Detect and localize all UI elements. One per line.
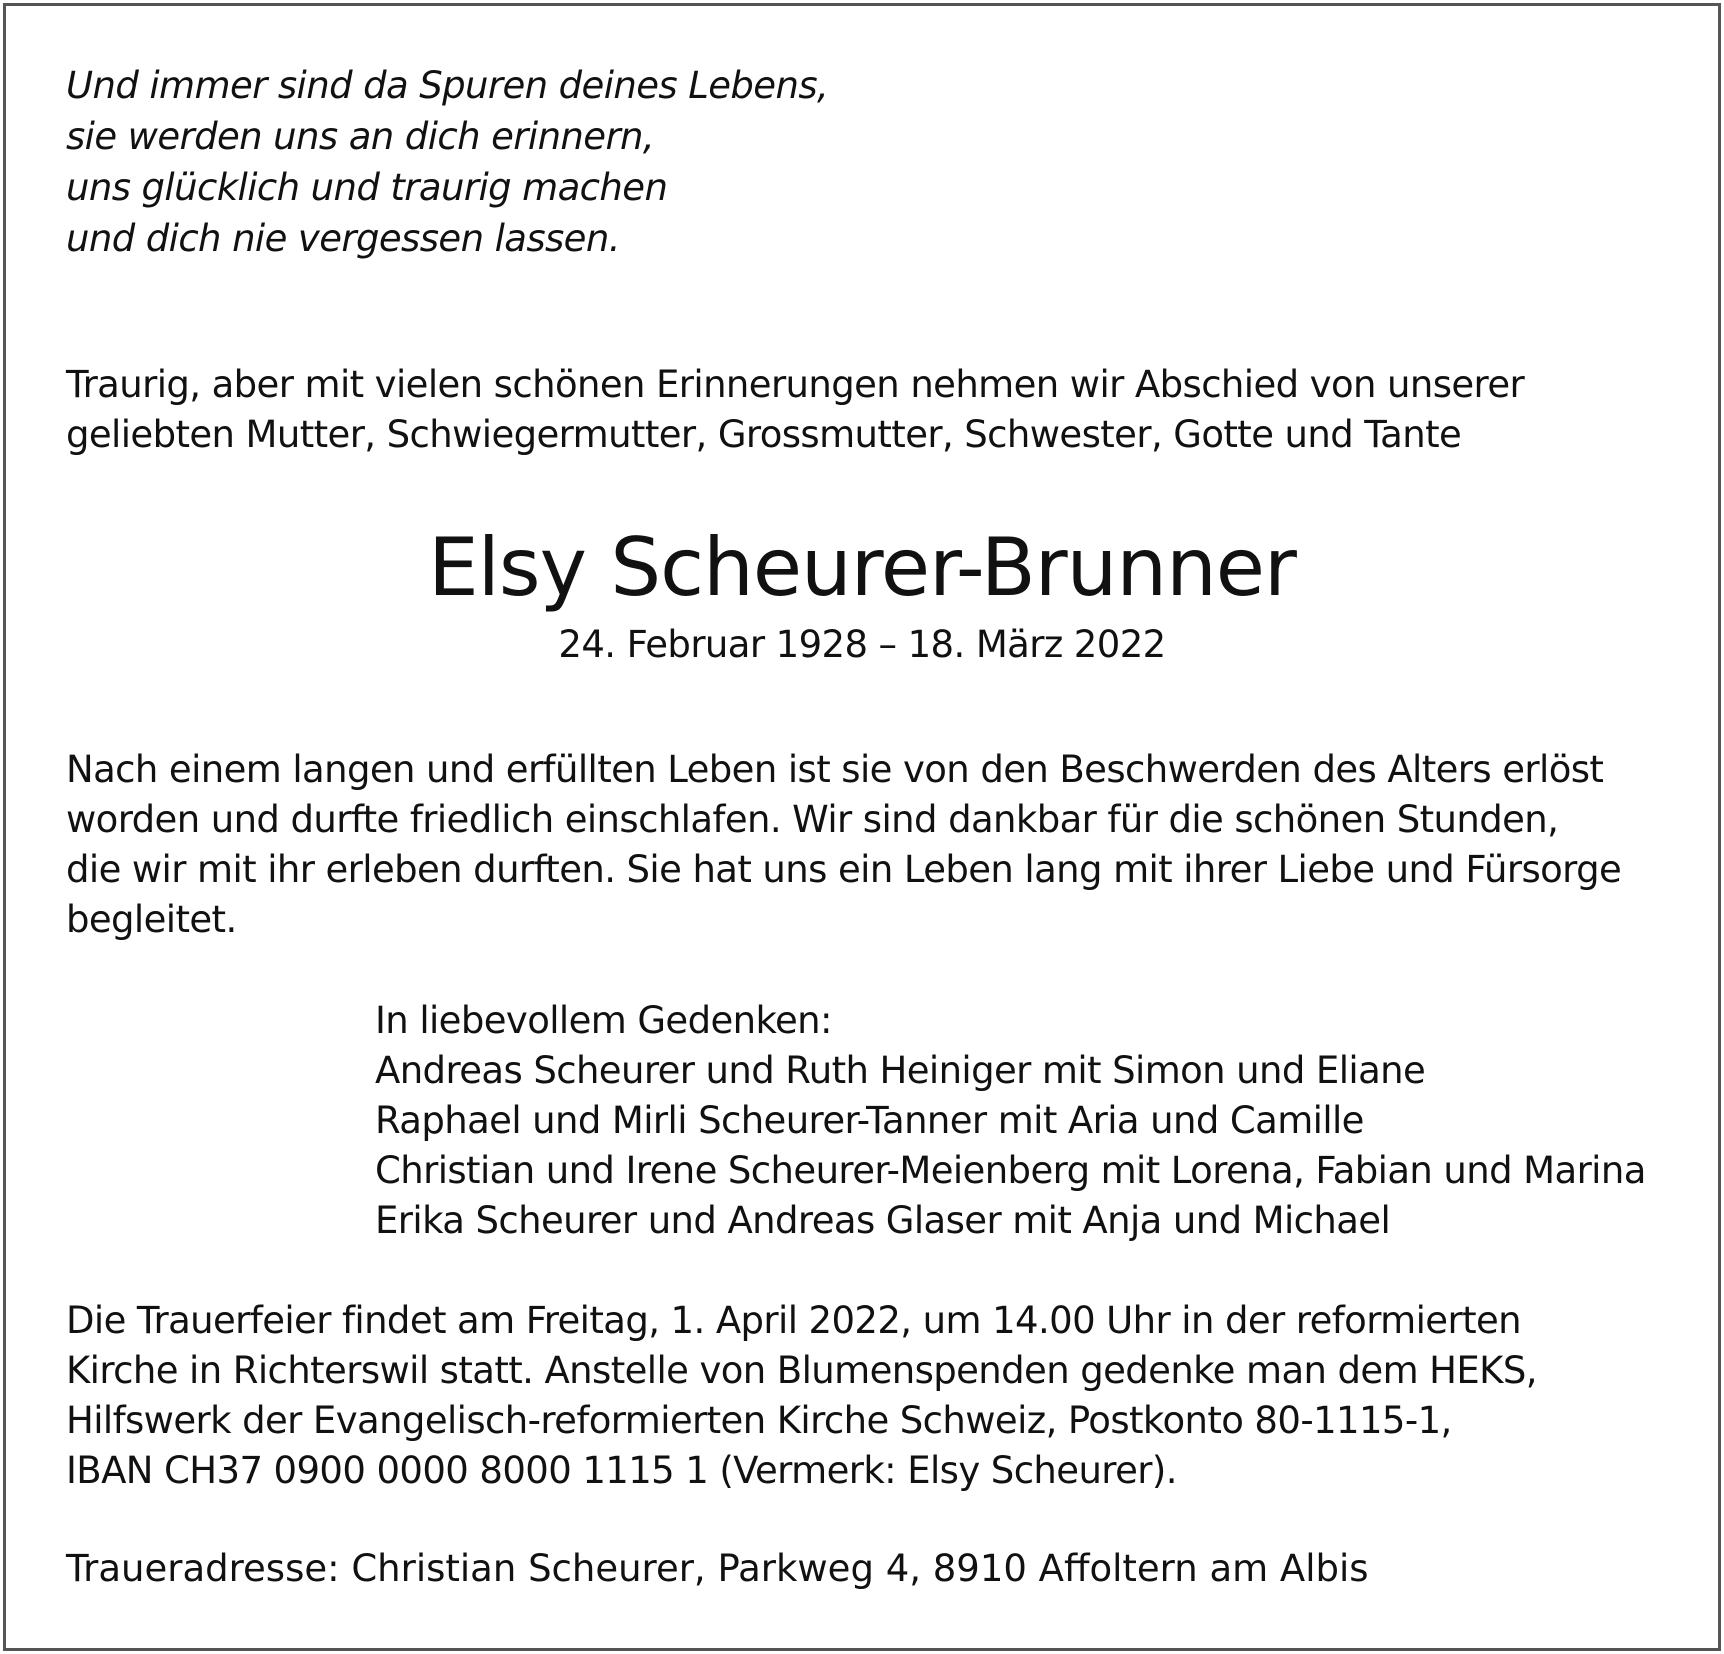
funeral-line: Kirche in Richterswil statt. Anstelle von Blumenspenden gedenke man dem HEKS, [66, 1349, 1537, 1392]
poem-line: Und immer sind da Spuren deines Lebens, [66, 64, 829, 107]
body-line: Nach einem langen und erfüllten Leben ist sie von den Beschwerden des Alters erlöst [66, 748, 1604, 791]
body-line: worden und durfte friedlich einschlafen. Wir sind dankbar für die schönen Stunden, [66, 798, 1559, 841]
funeral-details [66, 1296, 1537, 1496]
mourner-line: Christian und Irene Scheurer-Meienberg mit Lorena, Fabian und Marina [375, 1149, 1646, 1192]
mourning-address: Traueradresse: Christian Scheurer, Parkweg 4, 8910 Affoltern am Albis [66, 1547, 1369, 1590]
mourner-line: Erika Scheurer und Andreas Glaser mit Anja und Michael [375, 1199, 1391, 1242]
intro-line: geliebten Mutter, Schwiegermutter, Grossmutter, Schwester, Gotte und Tante [66, 413, 1462, 456]
body-paragraph [66, 745, 1621, 945]
deceased-name: Elsy Scheurer-Brunner [428, 521, 1296, 614]
intro-paragraph [66, 360, 1524, 460]
life-dates: 24. Februar 1928 – 18. März 2022 [558, 623, 1166, 666]
mourner-line: Andreas Scheurer und Ruth Heiniger mit Simon und Eliane [375, 1049, 1426, 1092]
intro-line: Traurig, aber mit vielen schönen Erinnerungen nehmen wir Abschied von unserer [66, 363, 1525, 406]
poem-line: uns glücklich und traurig machen [66, 166, 668, 209]
poem-line: sie werden uns an dich erinnern, [66, 115, 655, 158]
funeral-line: IBAN CH37 0900 0000 8000 1115 1 (Vermerk: Elsy Scheurer). [66, 1449, 1177, 1492]
mourner-line: Raphael und Mirli Scheurer-Tanner mit Aria und Camille [375, 1099, 1364, 1142]
funeral-line: Hilfswerk der Evangelisch-reformierten Kirche Schweiz, Postkonto 80-1115-1, [66, 1399, 1452, 1442]
memorial-poem [66, 60, 828, 264]
poem-line: und dich nie vergessen lassen. [66, 217, 620, 260]
mourners-block [375, 996, 1646, 1246]
body-line: begleitet. [66, 898, 237, 941]
funeral-line: Die Trauerfeier findet am Freitag, 1. April 2022, um 14.00 Uhr in der reformierten [66, 1299, 1521, 1342]
memory-heading: In liebevollem Gedenken: [375, 999, 832, 1042]
body-line: die wir mit ihr erleben durften. Sie hat uns ein Leben lang mit ihrer Liebe und Fürsorge [66, 848, 1622, 891]
